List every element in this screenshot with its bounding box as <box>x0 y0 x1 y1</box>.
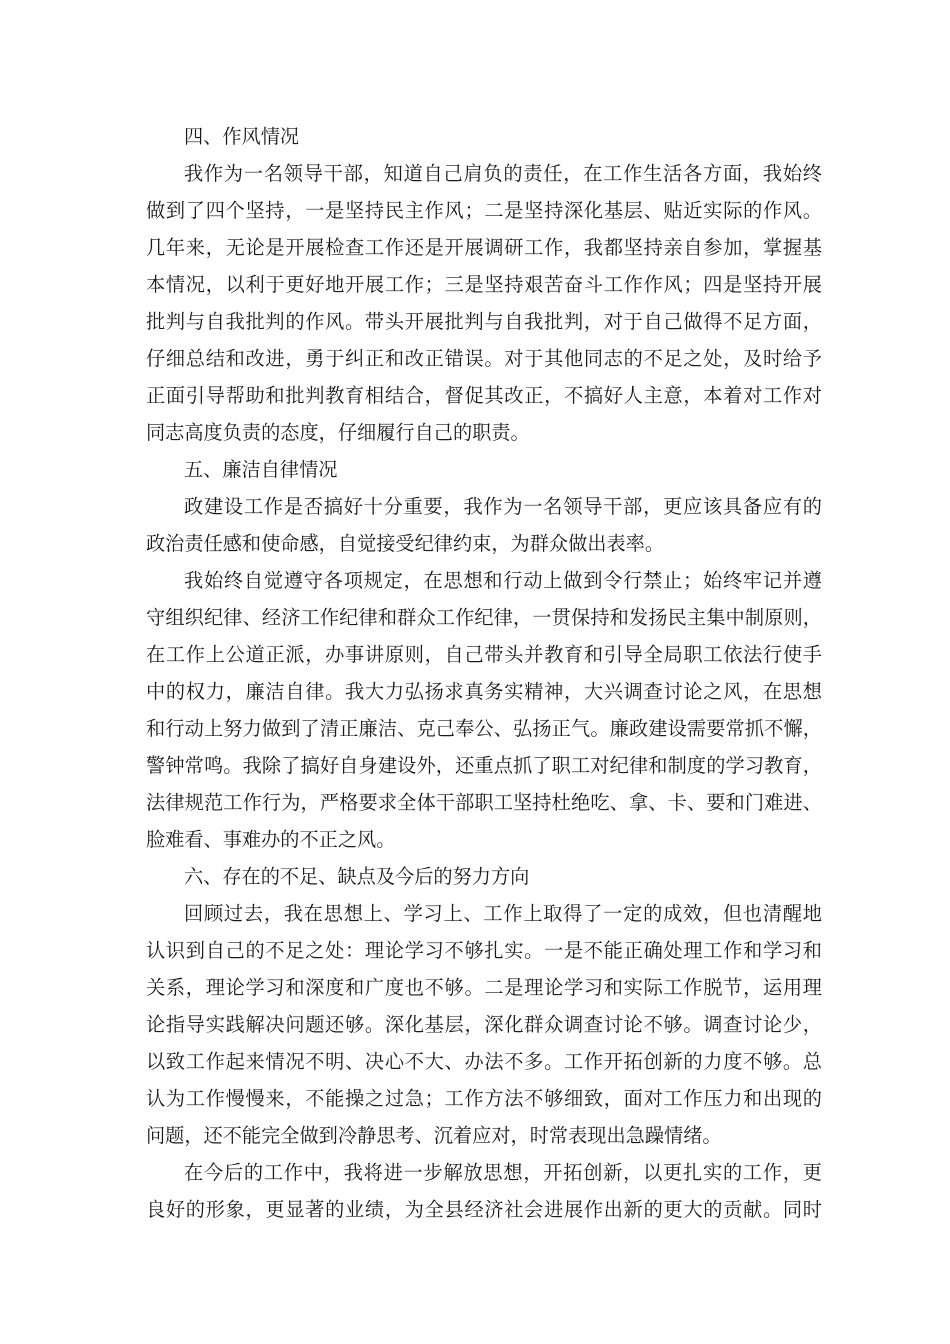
heading-section-4: 四、作风情况 <box>184 125 300 148</box>
paragraph-line: 守组织纪律、经济工作纪律和群众工作纪律，一贯保持和发扬民主集中制原则， <box>146 606 822 629</box>
paragraph-line: 良好的形象，更显著的业绩，为全县经济社会进展作出新的更大的贡献。同时 <box>146 1198 822 1221</box>
paragraph-line: 仔细总结和改进，勇于纠正和改正错误。对于其他同志的不足之处，及时给予 <box>146 347 822 370</box>
paragraph-line: 关系，理论学习和深度和广度也不够。二是理论学习和实际工作脱节，运用理 <box>146 976 822 999</box>
paragraph-line: 论指导实践解决问题还够。深化基层，深化群众调查讨论不够。调查讨论少， <box>146 1013 822 1036</box>
paragraph-line: 同志高度负责的态度，仔细履行自己的职责。 <box>146 421 530 444</box>
paragraph-line: 我始终自觉遵守各项规定，在思想和行动上做到令行禁止；始终牢记并遵 <box>184 569 822 592</box>
heading-section-6: 六、存在的不足、缺点及今后的努力方向 <box>184 865 530 888</box>
paragraph-line: 做到了四个坚持，一是坚持民主作风；二是坚持深化基层、贴近实际的作风。 <box>146 199 822 222</box>
paragraph-line: 以致工作起来情况不明、决心不大、办法不多。工作开拓创新的力度不够。总 <box>146 1050 822 1073</box>
paragraph-line: 批判与自我批判的作风。带头开展批判与自我批判，对于自己做得不足方面， <box>146 310 822 333</box>
paragraph-line: 回顾过去，我在思想上、学习上、工作上取得了一定的成效，但也清醒地 <box>184 902 822 925</box>
paragraph-line: 中的权力，廉洁自律。我大力弘扬求真务实精神，大兴调查讨论之风，在思想 <box>146 680 822 703</box>
paragraph-line: 脸难看、事难办的不正之风。 <box>146 828 396 851</box>
paragraph-line: 问题，还不能完全做到冷静思考、沉着应对，时常表现出急躁情绪。 <box>146 1124 722 1147</box>
paragraph-line: 认为工作慢慢来，不能操之过急；工作方法不够细致，面对工作压力和出现的 <box>146 1087 822 1110</box>
paragraph-line: 政建设工作是否搞好十分重要，我作为一名领导干部，更应该具备应有的 <box>184 495 822 518</box>
paragraph-line: 正面引导帮助和批判教育相结合，督促其改正，不搞好人主意，本着对工作对 <box>146 384 822 407</box>
paragraph-line: 政治责任感和使命感，自觉接受纪律约束，为群众做出表率。 <box>146 532 665 555</box>
paragraph-line: 法律规范工作行为，严格要求全体干部职工坚持杜绝吃、拿、卡、要和门难进、 <box>146 791 822 814</box>
heading-section-5: 五、廉洁自律情况 <box>184 458 338 481</box>
paragraph-line: 和行动上努力做到了清正廉洁、克己奉公、弘扬正气。廉政建设需要常抓不懈， <box>146 717 822 740</box>
paragraph-line: 认识到自己的不足之处：理论学习不够扎实。一是不能正确处理工作和学习和 <box>146 939 822 962</box>
paragraph-line: 几年来，无论是开展检查工作还是开展调研工作，我都坚持亲自参加，掌握基 <box>146 236 822 259</box>
paragraph-line: 在今后的工作中，我将进一步解放思想，开拓创新，以更扎实的工作，更 <box>184 1161 822 1184</box>
paragraph-line: 在工作上公道正派，办事讲原则，自己带头并教育和引导全局职工依法行使手 <box>146 643 822 666</box>
paragraph-line: 本情况，以利于更好地开展工作；三是坚持艰苦奋斗工作作风；四是坚持开展 <box>146 273 822 296</box>
paragraph-line: 警钟常鸣。我除了搞好自身建设外，还重点抓了职工对纪律和制度的学习教育， <box>146 754 822 777</box>
document-page <box>146 118 822 1228</box>
paragraph-line: 我作为一名领导干部，知道自己肩负的责任，在工作生活各方面，我始终 <box>184 162 822 185</box>
